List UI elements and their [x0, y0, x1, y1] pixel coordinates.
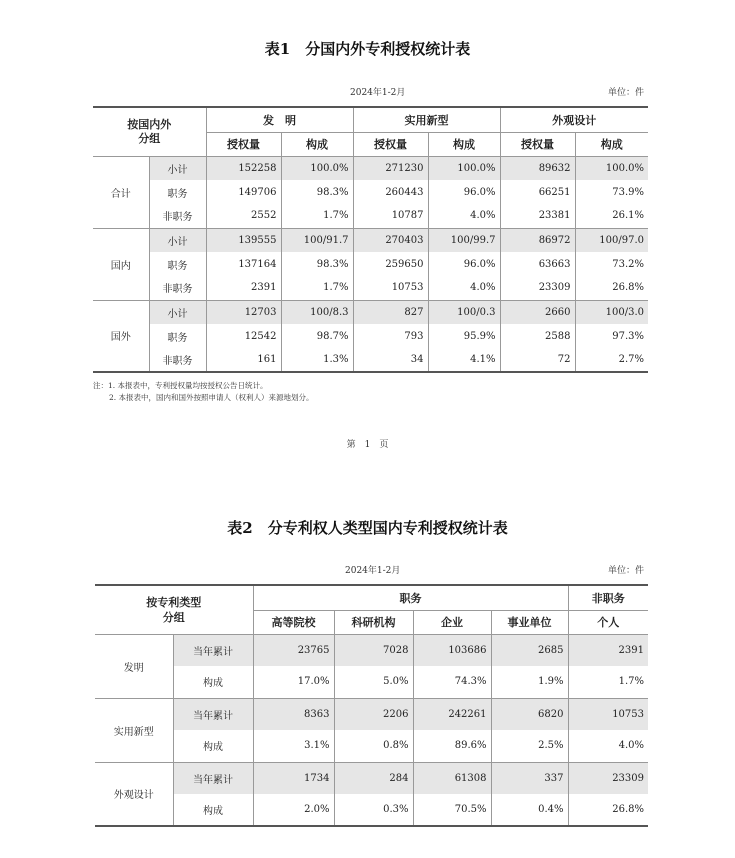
row-label: 非职务	[149, 204, 206, 228]
table1-period: 2024年1-2月	[350, 88, 406, 98]
cell: 5.0%	[334, 666, 413, 698]
cell: 2.5%	[491, 730, 568, 762]
cell: 271230	[353, 156, 428, 180]
cell: 61308	[413, 762, 491, 794]
table1-col-invention: 发 明	[206, 107, 353, 132]
row-label: 小计	[149, 228, 206, 252]
cell: 100.0%	[575, 156, 648, 180]
cell: 100/97.0	[575, 228, 648, 252]
cell: 73.9%	[612, 186, 644, 198]
cell: 0.3%	[334, 794, 413, 826]
cell: 26.1%	[575, 204, 648, 228]
cell: 96.0%	[428, 252, 500, 276]
cell: 4.0%	[428, 276, 500, 300]
col-university: 高等院校	[253, 610, 334, 634]
cell: 34	[353, 348, 428, 372]
cell: 12542	[206, 324, 281, 348]
row-label: 当年累计	[173, 634, 253, 666]
cell: 103686	[413, 634, 491, 666]
cell: 259650	[353, 252, 428, 276]
cell: 270403	[353, 228, 428, 252]
table-row	[93, 180, 648, 204]
table2-col-service: 职务	[253, 585, 568, 610]
cell: 23309	[500, 276, 575, 300]
cell: 10753	[353, 276, 428, 300]
cell: 2.0%	[253, 794, 334, 826]
cell: 96.0%	[428, 180, 500, 204]
table1-group-header: 按国内外 分组	[93, 107, 206, 156]
table1-subheader-share: 构成	[575, 132, 648, 156]
table2-col-nonservice: 非职务	[568, 585, 648, 610]
table-row	[93, 348, 648, 372]
table-row	[93, 156, 648, 180]
group-label: 外观设计	[95, 762, 173, 826]
table-row	[95, 666, 648, 698]
row-label: 非职务	[149, 348, 206, 372]
row-label: 小计	[149, 156, 206, 180]
table1-subheader-share: 构成	[281, 132, 353, 156]
table1	[93, 106, 648, 373]
cell: 4.0%	[568, 730, 648, 762]
table1-unit: 单位：件	[608, 88, 645, 98]
cell: 2660	[500, 300, 575, 324]
row-label: 非职务	[149, 276, 206, 300]
table1-subheader-amount: 授权量	[353, 132, 428, 156]
row-label: 小计	[149, 300, 206, 324]
table2-unit: 单位：件	[608, 566, 645, 576]
cell: 2588	[500, 324, 575, 348]
row-label: 职务	[149, 180, 206, 204]
cell: 1.7%	[281, 276, 353, 300]
cell: 72	[500, 348, 575, 372]
cell: 100/99.7	[428, 228, 500, 252]
cell: 89.6%	[413, 730, 491, 762]
table2-period: 2024年1-2月	[345, 566, 401, 576]
table1-notes	[93, 380, 314, 404]
cell: 4.0%	[428, 204, 500, 228]
table2-group-header: 按专利类型 分组	[95, 585, 253, 634]
table1-title: 表1 分国内外专利授权统计表	[264, 40, 471, 58]
row-label: 当年累计	[173, 698, 253, 730]
cell: 10753	[568, 698, 648, 730]
cell: 100.0%	[428, 156, 500, 180]
cell: 242261	[413, 698, 491, 730]
table-row	[93, 204, 648, 228]
group-label: 实用新型	[95, 698, 173, 762]
cell: 1.7%	[568, 666, 648, 698]
group-label: 国外	[93, 300, 149, 372]
cell: 12703	[206, 300, 281, 324]
row-label: 职务	[149, 252, 206, 276]
table-row	[95, 762, 648, 794]
note-1: 注：1. 本报表中，专利授权量均按授权公告日统计。	[93, 381, 268, 390]
cell: 7028	[334, 634, 413, 666]
cell: 26.8%	[568, 794, 648, 826]
cell: 98.3%	[281, 180, 353, 204]
row-label: 构成	[173, 730, 253, 762]
cell: 139555	[206, 228, 281, 252]
group-label: 合计	[93, 156, 149, 228]
cell: 66251	[500, 180, 575, 204]
table-row	[95, 634, 648, 666]
cell: 100/3.0	[575, 300, 648, 324]
cell: 1.9%	[491, 666, 568, 698]
cell: 149706	[206, 180, 281, 204]
cell: 100/0.3	[428, 300, 500, 324]
group-label: 发明	[95, 634, 173, 698]
cell: 793	[353, 324, 428, 348]
col-individual: 个人	[568, 610, 648, 634]
cell: 3.1%	[253, 730, 334, 762]
cell: 8363	[253, 698, 334, 730]
cell: 23309	[568, 762, 648, 794]
cell: 161	[206, 348, 281, 372]
cell: 1734	[253, 762, 334, 794]
table-row	[93, 252, 648, 276]
table1-subheader-amount: 授权量	[500, 132, 575, 156]
cell: 100/91.7	[281, 228, 353, 252]
table1-subheader-amount: 授权量	[206, 132, 281, 156]
cell: 95.9%	[428, 324, 500, 348]
table-row	[95, 730, 648, 762]
cell: 98.7%	[281, 324, 353, 348]
cell: 152258	[206, 156, 281, 180]
note-2: 2. 本报表中，国内和国外按照申请人（权利人）来源地划分。	[109, 393, 314, 402]
cell: 63663	[500, 252, 575, 276]
col-public-institution: 事业单位	[491, 610, 568, 634]
group-label: 国内	[93, 228, 149, 300]
table1-col-utility: 实用新型	[353, 107, 500, 132]
table-row	[95, 698, 648, 730]
cell: 2685	[491, 634, 568, 666]
table2-title: 表2 分专利权人类型国内专利授权统计表	[227, 519, 508, 537]
cell: 137164	[206, 252, 281, 276]
cell: 10787	[353, 204, 428, 228]
cell: 337	[491, 762, 568, 794]
table-row	[93, 324, 648, 348]
table1-col-design: 外观设计	[500, 107, 648, 132]
cell: 1.3%	[281, 348, 353, 372]
cell: 0.8%	[334, 730, 413, 762]
table1-subheader-share: 构成	[428, 132, 500, 156]
table-row	[93, 300, 648, 324]
row-label: 构成	[173, 666, 253, 698]
cell: 827	[353, 300, 428, 324]
table-row	[93, 276, 648, 300]
cell: 4.1%	[428, 348, 500, 372]
cell: 70.5%	[413, 794, 491, 826]
cell: 73.2%	[612, 258, 644, 270]
cell: 2391	[206, 276, 281, 300]
cell: 2391	[568, 634, 648, 666]
cell: 23381	[500, 204, 575, 228]
cell: 100/8.3	[281, 300, 353, 324]
cell: 0.4%	[491, 794, 568, 826]
cell: 2.7%	[575, 348, 648, 372]
cell: 26.8%	[575, 276, 648, 300]
row-label: 职务	[149, 324, 206, 348]
cell: 260443	[353, 180, 428, 204]
cell: 17.0%	[253, 666, 334, 698]
cell: 74.3%	[413, 666, 491, 698]
col-enterprise: 企业	[413, 610, 491, 634]
cell: 1.7%	[281, 204, 353, 228]
cell: 2206	[334, 698, 413, 730]
row-label: 构成	[173, 794, 253, 826]
row-label: 当年累计	[173, 762, 253, 794]
cell: 98.3%	[281, 252, 353, 276]
cell: 284	[334, 762, 413, 794]
cell: 97.3%	[612, 330, 644, 342]
cell: 86972	[500, 228, 575, 252]
cell: 89632	[500, 156, 575, 180]
page-number: 第 1 页	[346, 440, 389, 450]
cell: 6820	[491, 698, 568, 730]
table-row	[93, 228, 648, 252]
cell: 2552	[206, 204, 281, 228]
table-row	[95, 794, 648, 826]
col-research-institute: 科研机构	[334, 610, 413, 634]
cell: 100.0%	[281, 156, 353, 180]
table2	[95, 584, 648, 827]
cell: 23765	[253, 634, 334, 666]
